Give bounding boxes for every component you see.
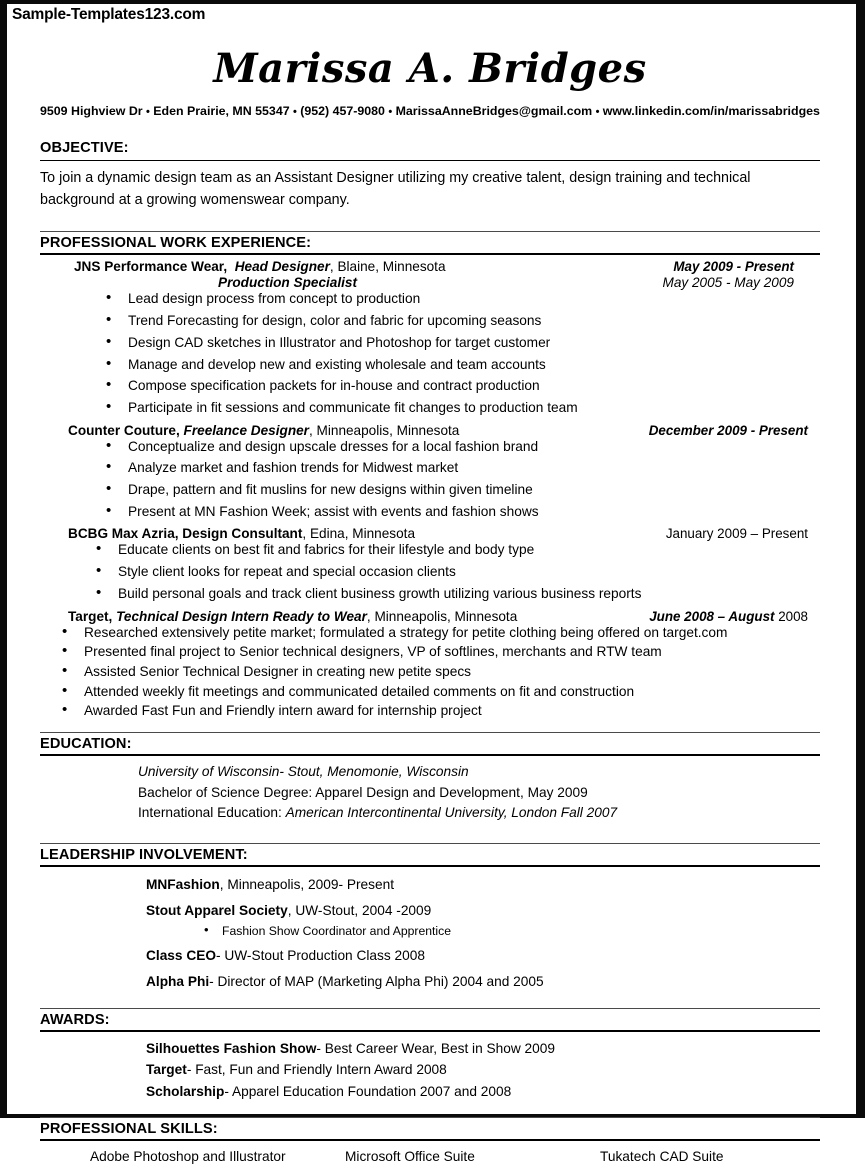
leadership-org: MNFashion bbox=[146, 876, 220, 892]
leadership-detail: , UW-Stout, 2004 -2009 bbox=[287, 903, 432, 919]
list-item: • Style client looks for repeat and special occasion clients bbox=[90, 565, 822, 579]
list-item: • Participate in fit sessions and communicate fit changes to production team bbox=[100, 401, 822, 415]
award-detail: - Fast, Fun and Friendly Intern Award 2008 bbox=[186, 1062, 447, 1078]
list-item: • Assisted Senior Technical Designer in creating new petite specs bbox=[56, 665, 822, 679]
job-title-line bbox=[74, 259, 446, 274]
page-border-right bbox=[856, 0, 865, 1118]
list-item bbox=[146, 876, 822, 894]
job-title-line bbox=[68, 423, 459, 438]
list-item bbox=[146, 902, 822, 920]
leadership-detail: - UW-Stout Production Class 2008 bbox=[216, 947, 425, 963]
award-detail: - Apparel Education Foundation 2007 and 2008 bbox=[224, 1083, 512, 1099]
job-date-main: June 2008 – August bbox=[649, 608, 775, 624]
list-item: • Educate clients on best fit and fabrics for their lifestyle and body type bbox=[90, 543, 822, 557]
list-item: • Researched extensively petite market; formulated a strategy for petite clothing being offered on target.com bbox=[56, 626, 822, 640]
job-entry-header bbox=[38, 609, 822, 624]
skill-item: Tukatech CAD Suite bbox=[600, 1149, 724, 1164]
job-role: Head Designer bbox=[234, 259, 330, 275]
education-school-line bbox=[138, 763, 822, 781]
job-entry-header bbox=[38, 259, 822, 274]
job-company: Counter Couture, bbox=[68, 422, 180, 438]
bullet-separator-icon: • bbox=[292, 106, 297, 118]
bullet-separator-icon: • bbox=[146, 106, 150, 118]
page-border-left bbox=[0, 0, 7, 1118]
section-awards bbox=[38, 1008, 822, 1101]
list-item: • Manage and develop new and existing wholesale and team accounts bbox=[100, 358, 822, 372]
job-location: , Minneapolis, Minnesota bbox=[308, 422, 460, 438]
leadership-detail: - Director of MAP (Marketing Alpha Phi) 2004 and 2005 bbox=[209, 974, 544, 990]
section-divider bbox=[40, 1139, 820, 1141]
education-international-line bbox=[138, 804, 822, 822]
list-item: • Lead design process from concept to production bbox=[100, 292, 822, 306]
list-item: • Attended weekly fit meetings and communicated detailed comments on fit and construction bbox=[56, 685, 822, 699]
job-company: JNS Performance Wear, bbox=[74, 259, 228, 275]
job-date-year: 2008 bbox=[774, 608, 808, 624]
job-date: December 2009 - Present bbox=[648, 422, 808, 438]
section-divider bbox=[40, 754, 820, 756]
list-item: • Analyze market and fashion trends for Midwest market bbox=[100, 461, 822, 475]
job-second-date: May 2005 - May 2009 bbox=[662, 275, 794, 291]
job-second-role-line bbox=[38, 275, 822, 290]
award-name: Silhouettes Fashion Show bbox=[146, 1040, 317, 1056]
job-title-line bbox=[68, 526, 415, 541]
page-border-top bbox=[0, 0, 865, 4]
list-item bbox=[146, 1083, 822, 1101]
section-divider bbox=[40, 253, 820, 255]
contact-phone: (952) 457-9080 bbox=[300, 104, 385, 118]
job-bullet-list bbox=[100, 292, 822, 414]
education-degree-line: Bachelor of Science Degree: Apparel Design and Development, May 2009 bbox=[138, 784, 588, 800]
award-name: Target bbox=[146, 1062, 187, 1078]
job-title-line bbox=[68, 609, 517, 624]
leadership-body bbox=[38, 876, 822, 992]
section-heading-objective: OBJECTIVE: bbox=[40, 140, 129, 156]
section-skills bbox=[38, 1117, 822, 1164]
list-item: • Compose specification packets for in-house and contract production bbox=[100, 379, 822, 393]
leadership-org: Stout Apparel Society bbox=[146, 903, 288, 919]
bullet-separator-icon: • bbox=[388, 106, 393, 118]
job-company: Target, bbox=[68, 608, 113, 624]
job-bullet-list bbox=[90, 543, 822, 600]
section-divider-top bbox=[40, 843, 820, 844]
section-leadership bbox=[38, 843, 822, 992]
skills-row bbox=[38, 1149, 822, 1164]
section-divider-top bbox=[40, 1008, 820, 1009]
list-item bbox=[146, 973, 822, 991]
section-divider bbox=[40, 1030, 820, 1032]
site-watermark: Sample-Templates123.com bbox=[12, 6, 206, 23]
education-international-detail: American Intercontinental University, London Fall 2007 bbox=[285, 805, 618, 821]
contact-address: 9509 Highview Dr bbox=[40, 104, 143, 118]
job-location: , Minneapolis, Minnesota bbox=[366, 608, 518, 624]
job-entry-header bbox=[38, 526, 822, 541]
awards-body bbox=[38, 1040, 822, 1101]
list-item: • Build personal goals and track client business growth utilizing various business reports bbox=[90, 587, 822, 601]
bullet-separator-icon: • bbox=[595, 106, 600, 118]
list-item: • Presented final project to Senior technical designers, VP of softlines, merchants and RTW team bbox=[56, 645, 822, 659]
page-title: Marissa A. Bridges bbox=[213, 45, 647, 92]
list-item: • Trend Forecasting for design, color and fabric for upcoming seasons bbox=[100, 314, 822, 328]
job-date: May 2009 - Present bbox=[673, 259, 794, 275]
section-divider bbox=[40, 865, 820, 867]
list-item: • Drape, pattern and fit muslins for new designs within given timeline bbox=[100, 483, 822, 497]
job-company: BCBG Max Azria, Design Consultant bbox=[68, 526, 303, 542]
section-divider-top bbox=[40, 732, 820, 733]
award-name: Scholarship bbox=[146, 1083, 225, 1099]
list-item bbox=[146, 1040, 822, 1058]
section-divider bbox=[40, 160, 820, 161]
section-heading-education: EDUCATION: bbox=[40, 736, 132, 753]
contact-linkedin[interactable]: www.linkedin.com/in/marissabridges bbox=[602, 104, 820, 118]
section-divider-top bbox=[40, 231, 820, 232]
list-item: • Awarded Fast Fun and Friendly intern award for internship project bbox=[56, 704, 822, 718]
resume-content bbox=[38, 40, 822, 1164]
section-objective bbox=[38, 140, 822, 211]
leadership-sub-bullet: • Fashion Show Coordinator and Apprentice bbox=[146, 923, 822, 939]
award-detail: - Best Career Wear, Best in Show 2009 bbox=[316, 1040, 555, 1056]
education-international-label: International Education: bbox=[138, 805, 286, 821]
skill-item: Microsoft Office Suite bbox=[345, 1149, 475, 1164]
job-date bbox=[649, 609, 822, 624]
job-role: Freelance Designer bbox=[183, 422, 309, 438]
job-second-role: Production Specialist bbox=[218, 275, 357, 291]
objective-text: To join a dynamic design team as an Assistant Designer utilizing my creative talent, design training and technical background at a growing womenswear company. bbox=[40, 170, 751, 208]
list-item bbox=[146, 947, 822, 965]
section-heading-experience: PROFESSIONAL WORK EXPERIENCE: bbox=[40, 235, 312, 252]
leadership-org: Alpha Phi bbox=[146, 974, 210, 990]
list-item: • Design CAD sketches in Illustrator and Photoshop for target customer bbox=[100, 336, 822, 350]
list-item bbox=[146, 1061, 822, 1079]
education-school: University of Wisconsin- Stout, Menomonie, Wisconsin bbox=[138, 764, 469, 780]
leadership-org: Class CEO bbox=[146, 947, 216, 963]
section-experience bbox=[38, 231, 822, 718]
skill-item: Adobe Photoshop and Illustrator bbox=[90, 1149, 286, 1164]
job-bullet-list bbox=[100, 440, 822, 519]
contact-email[interactable]: MarissaAnneBridges@gmail.com bbox=[395, 104, 593, 118]
section-education bbox=[38, 732, 822, 822]
job-bullet-list bbox=[56, 626, 822, 719]
list-item: • Conceptualize and design upscale dresses for a local fashion brand bbox=[100, 440, 822, 454]
leadership-detail: , Minneapolis, 2009- Present bbox=[219, 876, 395, 892]
job-entry-header bbox=[38, 423, 822, 438]
job-date: January 2009 – Present bbox=[665, 526, 808, 542]
section-heading-leadership: LEADERSHIP INVOLVEMENT: bbox=[40, 846, 248, 863]
section-heading-awards: AWARDS: bbox=[40, 1011, 110, 1028]
job-location: , Blaine, Minnesota bbox=[329, 259, 446, 275]
job-role: Technical Design Intern Ready to Wear bbox=[116, 608, 367, 624]
section-heading-skills: PROFESSIONAL SKILLS: bbox=[40, 1121, 218, 1138]
job-location: , Edina, Minnesota bbox=[302, 526, 415, 542]
contact-city-state-zip: Eden Prairie, MN 55347 bbox=[153, 104, 290, 118]
contact-line bbox=[38, 104, 822, 118]
education-body bbox=[38, 763, 822, 822]
list-item: • Present at MN Fashion Week; assist with events and fashion shows bbox=[100, 505, 822, 519]
